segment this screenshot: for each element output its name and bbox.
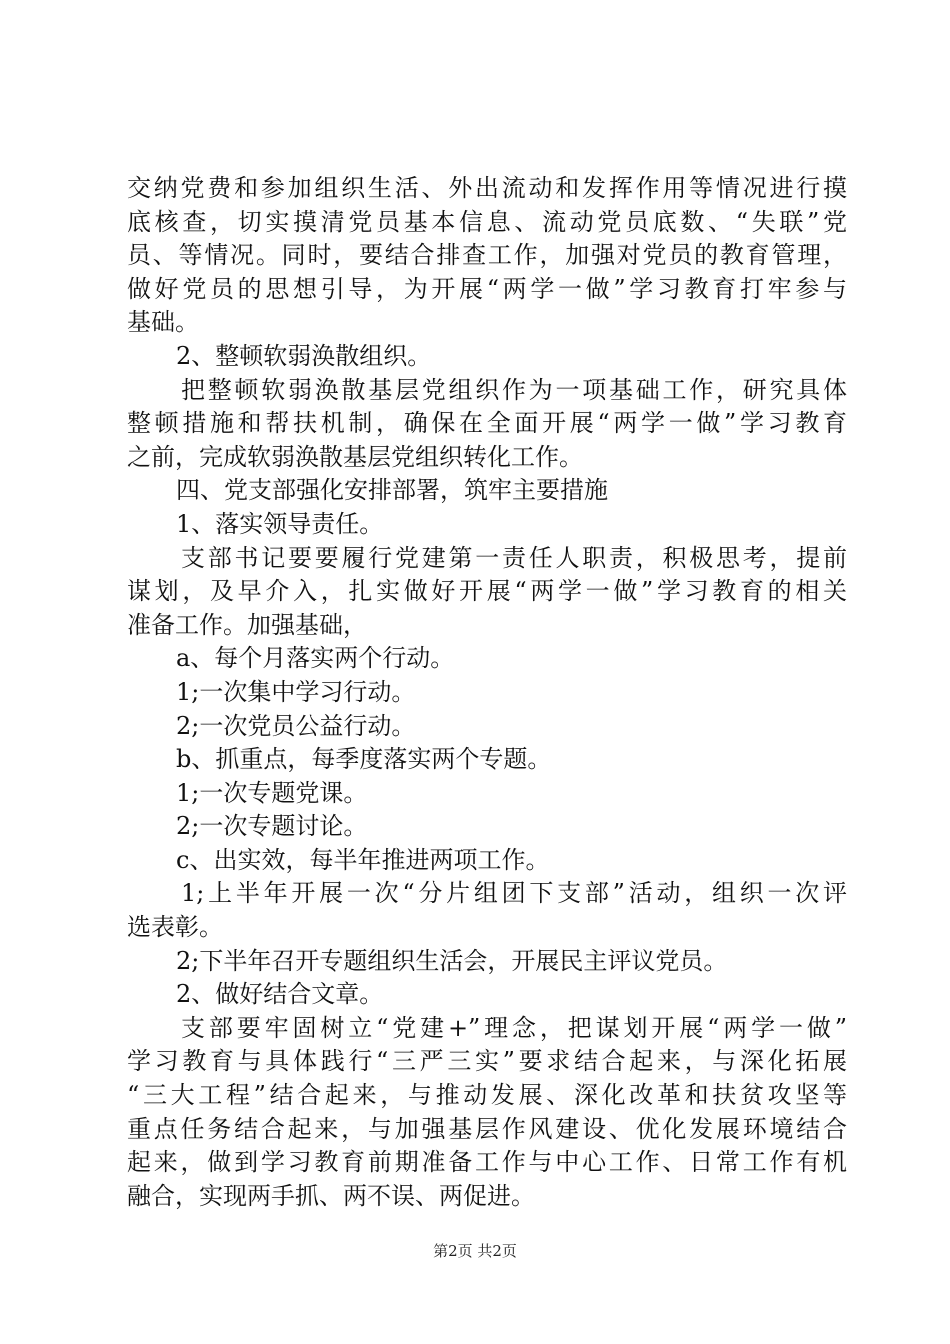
- text-line: 把整顿软弱涣散基层党组织作为一项基础工作，研究具体: [181, 375, 847, 404]
- text-line: 重点任务结合起来，与加强基层作风建设、优化发展环境结合: [127, 1114, 847, 1143]
- list-item: 2;一次专题讨论。: [176, 812, 368, 841]
- text-line: 做好党员的思想引导，为开展“两学一做”学习教育打牢参与: [127, 274, 847, 303]
- text-line: 学习教育与具体践行“三严三实”要求结合起来，与深化拓展: [127, 1047, 847, 1076]
- section-heading: 2、做好结合文章。: [176, 980, 384, 1009]
- list-item: 1;一次专题党课。: [176, 778, 368, 807]
- text-line: 准备工作。加强基础，: [127, 610, 367, 639]
- section-heading: 四、党支部强化安排部署，筑牢主要措施: [176, 476, 608, 505]
- list-item: 2;一次党员公益行动。: [176, 711, 416, 740]
- text-line: 选表彰。: [127, 913, 223, 942]
- list-item: a、每个月落实两个行动。: [176, 644, 455, 673]
- text-line: “三大工程”结合起来，与推动发展、深化改革和扶贫攻坚等: [127, 1081, 847, 1110]
- page-number-footer: 第2页 共2页: [433, 1242, 517, 1260]
- text-line: 员、等情况。同时，要结合排查工作，加强对党员的教育管理，: [127, 241, 847, 270]
- text-line: 整顿措施和帮扶机制，确保在全面开展“两学一做”学习教育: [127, 409, 847, 438]
- section-heading: 1、落实领导责任。: [176, 509, 384, 538]
- list-item: c、出实效，每半年推进两项工作。: [176, 845, 550, 874]
- text-line: 支部书记要要履行党建第一责任人职责，积极思考，提前: [181, 543, 847, 572]
- list-item: b、抓重点，每季度落实两个专题。: [176, 745, 552, 774]
- list-item: 1;一次集中学习行动。: [176, 677, 416, 706]
- section-heading: 2、整顿软弱涣散组织。: [176, 341, 432, 370]
- text-line: 起来，做到学习教育前期准备工作与中心工作、日常工作有机: [127, 1148, 847, 1177]
- text-line: 底核查，切实摸清党员基本信息、流动党员底数、“失联”党: [127, 207, 847, 236]
- text-line: 谋划，及早介入，扎实做好开展“两学一做”学习教育的相关: [127, 577, 847, 606]
- list-item: 1;上半年开展一次“分片组团下支部”活动，组织一次评: [181, 879, 847, 908]
- text-line: 支部要牢固树立“党建+”理念，把谋划开展“两学一做”: [181, 1013, 847, 1042]
- text-line: 之前，完成软弱涣散基层党组织转化工作。: [127, 442, 583, 471]
- document-body: [127, 172, 847, 1213]
- text-line: 交纳党费和参加组织生活、外出流动和发挥作用等情况进行摸: [127, 174, 847, 202]
- text-line: 融合，实现两手抓、两不误、两促进。: [127, 1181, 535, 1210]
- text-line: 基础。: [127, 308, 199, 337]
- list-item: 2;下半年召开专题组织生活会，开展民主评议党员。: [176, 946, 728, 975]
